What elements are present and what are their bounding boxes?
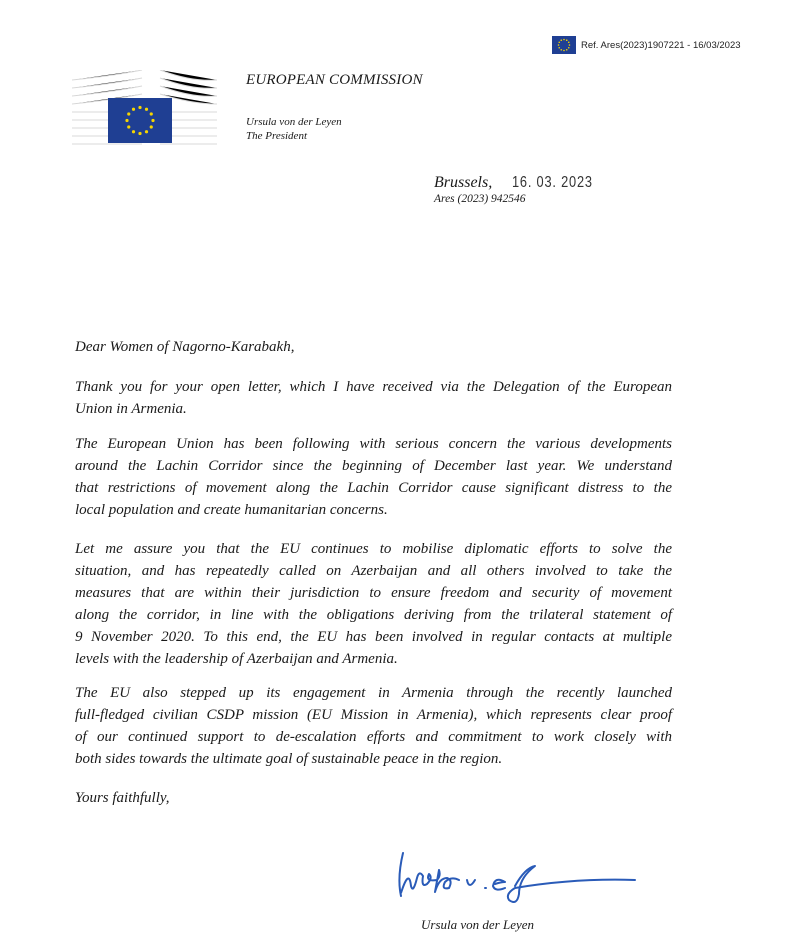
star-icon: [568, 41, 570, 43]
star-icon: [145, 108, 148, 111]
date-stamp: 16. 03. 2023: [512, 174, 593, 191]
text-line: full-fledged civilian CSDP mission (EU Mission in Armenia), which represents clear proof: [75, 707, 672, 723]
star-icon: [145, 130, 148, 133]
sender-name: Ursula von der Leyen: [246, 116, 342, 128]
star-icon: [127, 125, 130, 128]
text-line: levels with the leadership of Azerbaijan and Armenia.: [75, 651, 398, 667]
paragraph-2: [75, 433, 672, 521]
text-line: The EU also stepped up its engagement in Armenia through the recently launched: [75, 685, 672, 701]
star-icon: [127, 112, 130, 115]
text-line: The European Union has been following with serious concern the various developments: [75, 436, 672, 452]
text-line: Thank you for your open letter, which I have received via the Delegation of the European: [75, 379, 672, 395]
text-line: around the Lachin Corridor since the beginning of December last year. We understand: [75, 458, 672, 474]
star-icon: [560, 39, 562, 41]
star-icon: [563, 39, 565, 41]
sender-title: The President: [246, 130, 307, 142]
reference-text: Ref. Ares(2023)1907221 - 16/03/2023: [581, 39, 741, 51]
star-icon: [138, 106, 141, 109]
text-line: that restrictions of movement along the Lachin Corridor cause significant distress to the: [75, 480, 672, 496]
text-line: situation, and has repeatedly called on Azerbaijan and all others involved to take the: [75, 563, 672, 579]
star-icon: [150, 125, 153, 128]
text-line: local population and create humanitarian concerns.: [75, 502, 388, 518]
star-icon: [566, 39, 568, 41]
paragraph-1: [75, 376, 672, 420]
text-line: 9 November 2020. To this end, the EU has been involved in regular contacts at multiple: [75, 629, 672, 645]
text-line: along the corridor, in line with the obligations deriving from the trilateral statement of: [75, 607, 672, 623]
handwritten-signature: [395, 848, 645, 908]
paragraph-4: [75, 682, 672, 770]
salutation: Dear Women of Nagorno-Karabakh,: [75, 339, 295, 355]
star-icon: [558, 41, 560, 43]
paragraph-3: [75, 538, 672, 670]
text-line: Union in Armenia.: [75, 401, 187, 417]
star-icon: [558, 47, 560, 49]
star-icon: [558, 44, 560, 46]
ares-number: Ares (2023) 942546: [434, 193, 526, 205]
star-icon: [138, 132, 141, 135]
organization-name: EUROPEAN COMMISSION: [246, 72, 423, 88]
star-icon: [560, 49, 562, 51]
text-line: both sides towards the ultimate goal of sustainable peace in the region.: [75, 751, 503, 767]
text-line: Let me assure you that the EU continues to mobilise diplomatic efforts to solve the: [75, 541, 672, 557]
text-line: of our continued support to de-escalation efforts and commitment to work closely with: [75, 729, 672, 745]
eu-flag-icon: [552, 36, 576, 54]
sender-block: [246, 115, 342, 143]
star-icon: [569, 44, 571, 46]
star-icon: [151, 119, 154, 122]
star-icon: [125, 119, 128, 122]
closing: Yours faithfully,: [75, 790, 170, 806]
star-icon: [566, 49, 568, 51]
european-commission-logo: [72, 70, 217, 145]
signatory-name: Ursula von der Leyen: [421, 917, 535, 932]
star-icon: [132, 130, 135, 133]
star-icon: [132, 108, 135, 111]
reference-stamp: [552, 36, 741, 54]
star-icon: [568, 47, 570, 49]
star-icon: [563, 50, 565, 52]
star-icon: [150, 112, 153, 115]
city: Brussels,: [434, 174, 493, 191]
text-line: measures that are within their jurisdiction to ensure freedom and security of movement: [75, 585, 672, 601]
